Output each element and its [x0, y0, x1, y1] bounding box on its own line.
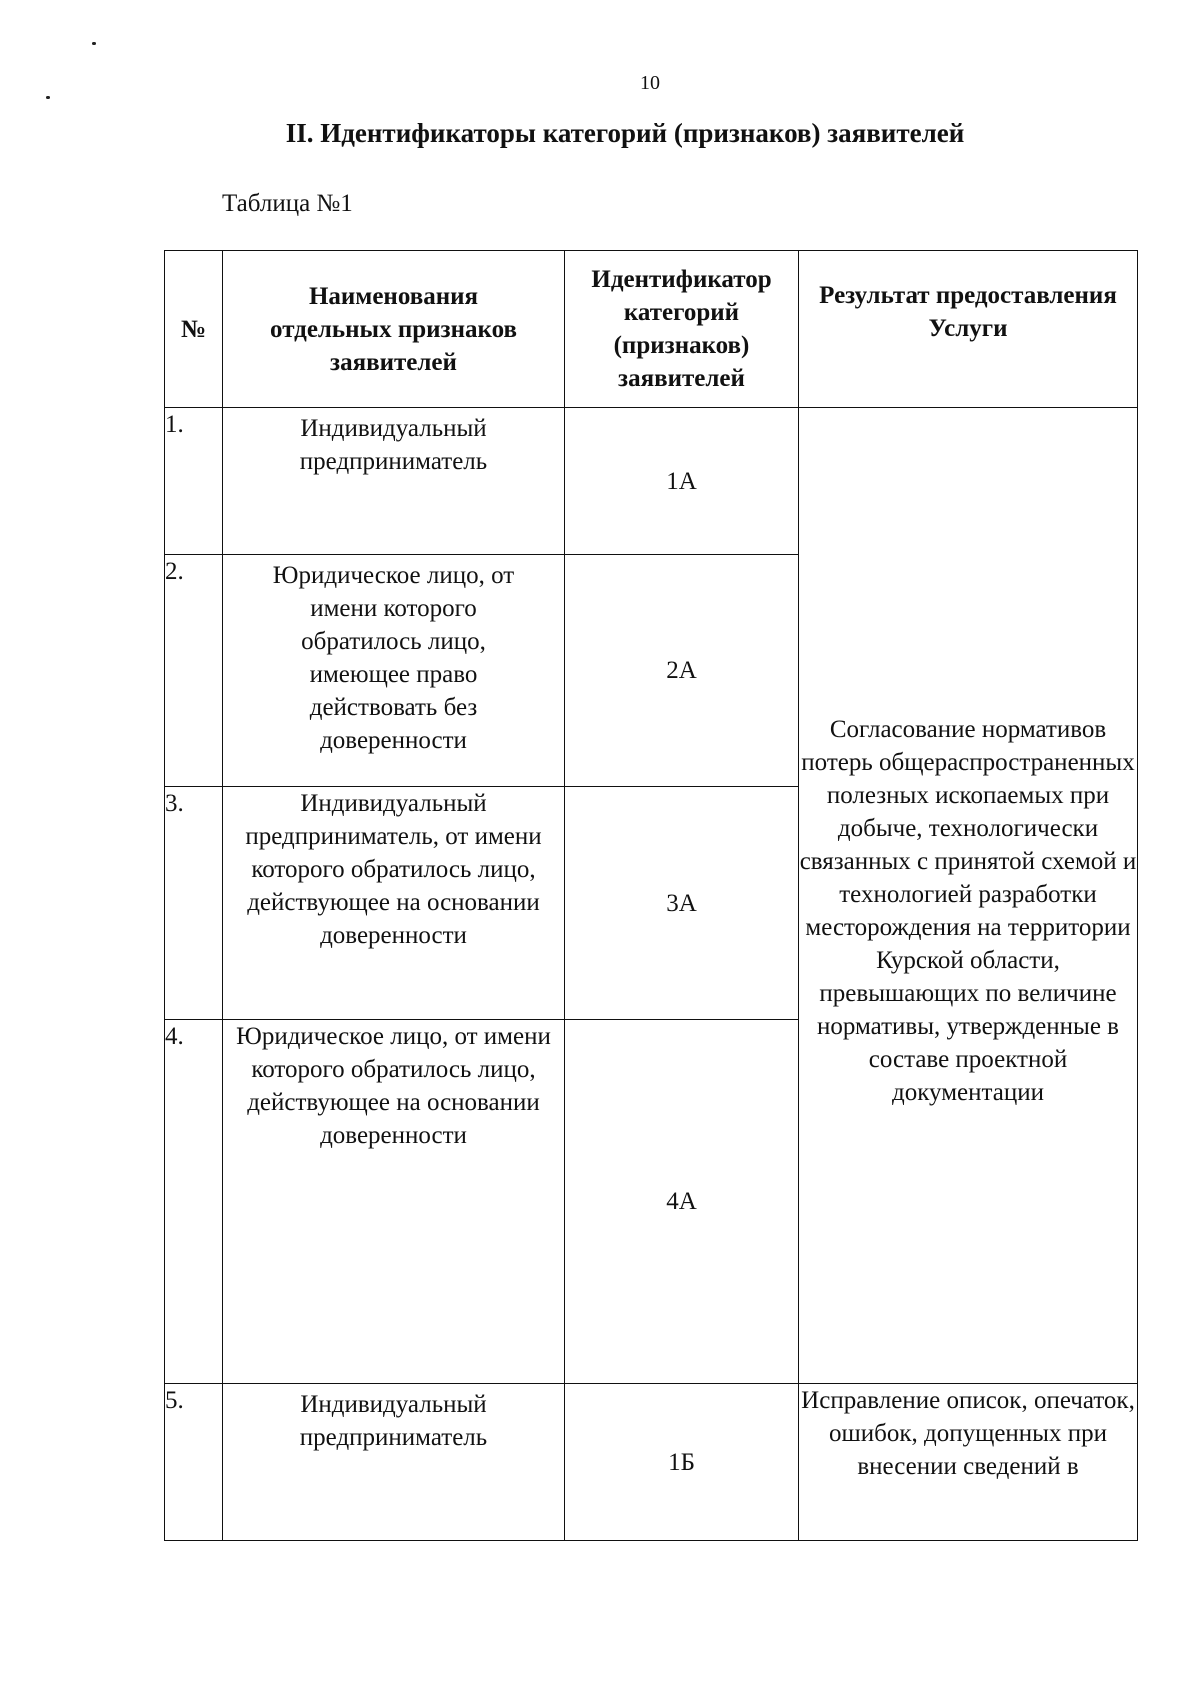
row-number: 5.	[165, 1384, 223, 1541]
row-identifier: 4А	[565, 1020, 799, 1384]
row-name: Юридическое лицо, от имени которого обратилось лицо, действующее на основании доверенности	[223, 1020, 565, 1384]
row-number: 3.	[165, 787, 223, 1020]
row-name: Индивидуальный предприниматель	[223, 408, 565, 555]
row-name: Индивидуальный предприниматель, от имени которого обратилось лицо, действующее на основании доверенности	[223, 787, 565, 1020]
page-number: 10	[640, 72, 660, 94]
row-identifier: 1Б	[565, 1384, 799, 1541]
table-row	[165, 408, 1138, 555]
row-number: 4.	[165, 1020, 223, 1384]
header-result: Результат предоставления Услуги	[799, 251, 1138, 408]
table-caption: Таблица №1	[222, 190, 353, 217]
table-row	[165, 1384, 1138, 1541]
result-correction: Исправление описок, опечаток, ошибок, допущенных при внесении сведений в	[799, 1384, 1138, 1541]
header-identifier: Идентификатор категорий (признаков) заявителей	[565, 251, 799, 408]
result-approval: Согласование нормативов потерь общераспространенных полезных ископаемых при добыче, технологически связанных с принятой схемой и технологией разработки месторождения на территории Курской области, превышающих по величине нормативы, утвержденные в составе проектной документации	[799, 408, 1138, 1384]
row-identifier: 1А	[565, 408, 799, 555]
scan-speck	[92, 42, 96, 45]
row-identifier: 2А	[565, 555, 799, 787]
table-header-row	[165, 251, 1138, 408]
row-name: Индивидуальный предприниматель	[223, 1384, 565, 1541]
categories-table	[164, 250, 1138, 1541]
row-number: 1.	[165, 408, 223, 555]
scan-speck	[46, 96, 50, 99]
section-title: II. Идентификаторы категорий (признаков) заявителей	[285, 118, 965, 148]
header-name: Наименования отдельных признаков заявителей	[223, 251, 565, 408]
row-number: 2.	[165, 555, 223, 787]
row-name: Юридическое лицо, от имени которого обратилось лицо, имеющее право действовать без доверенности	[223, 555, 565, 787]
header-number: №	[165, 251, 223, 408]
row-identifier: 3А	[565, 787, 799, 1020]
